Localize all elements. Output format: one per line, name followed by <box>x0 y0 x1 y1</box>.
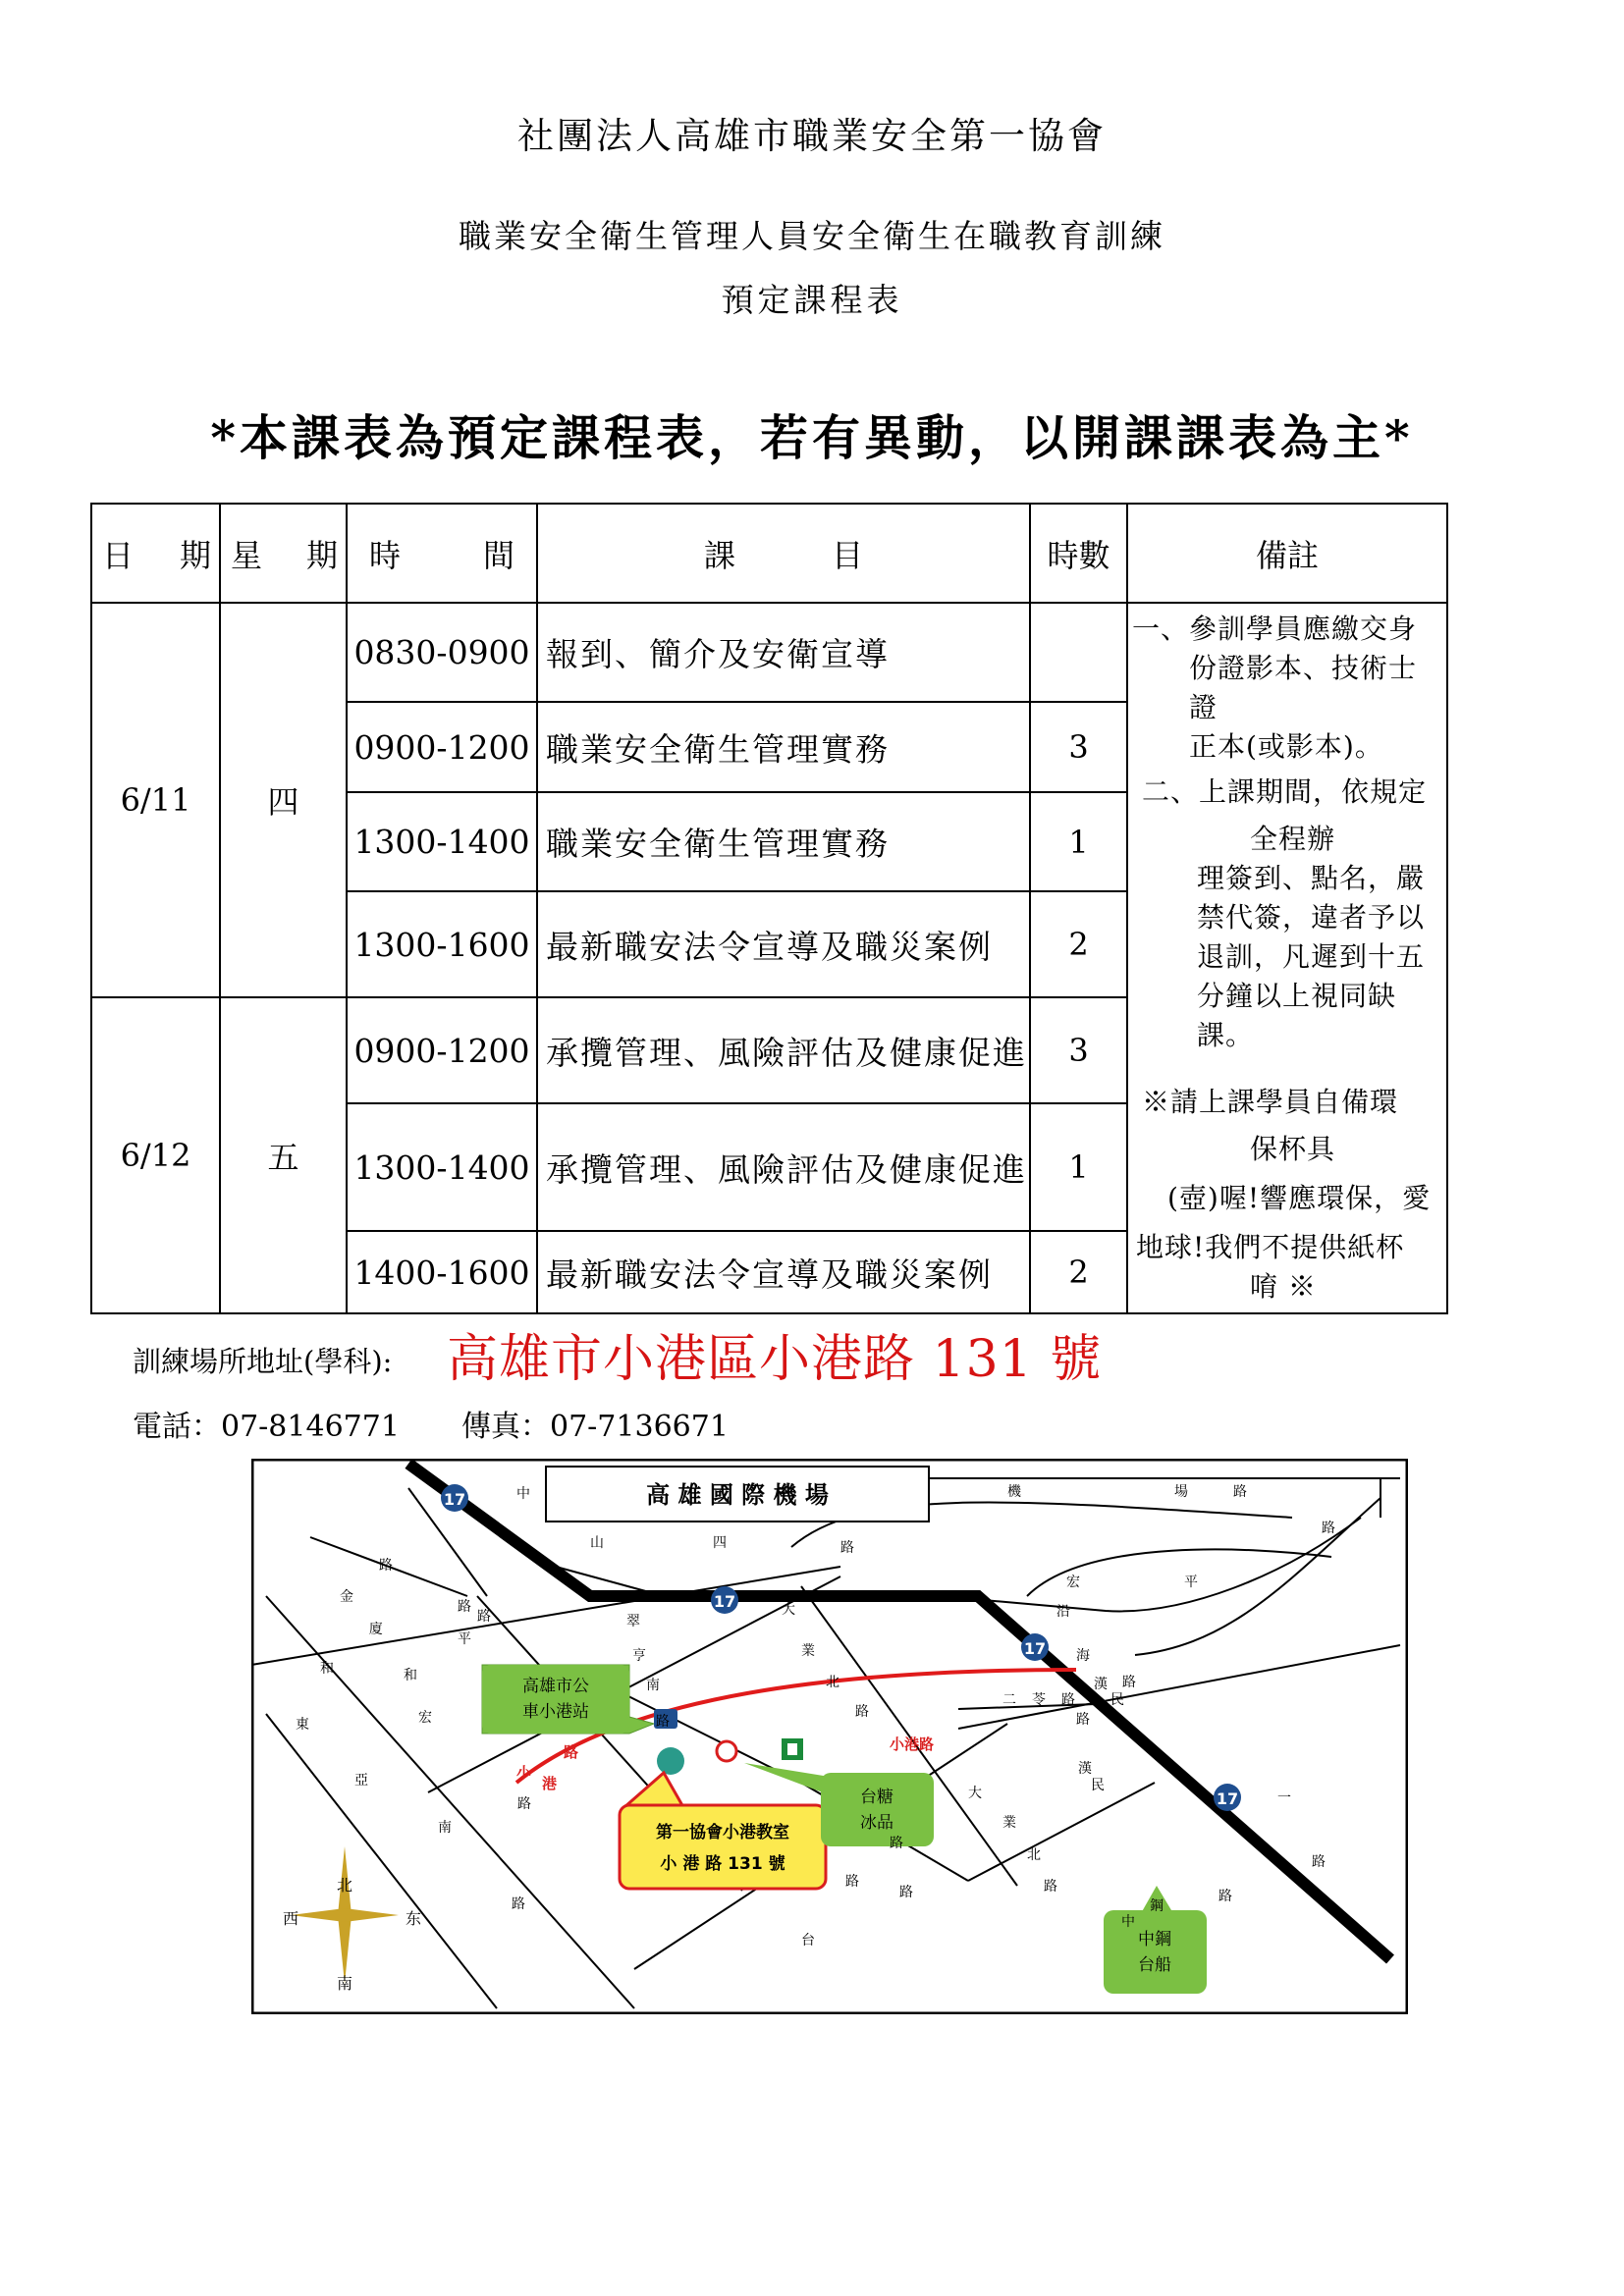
svg-text:冰品: 冰品 <box>860 1813 893 1833</box>
remark-cell <box>1127 603 1447 1313</box>
svg-text:第一協會小港教室: 第一協會小港教室 <box>656 1823 789 1842</box>
subject-cell: 承攬管理、風險評估及健康促進 <box>537 997 1030 1103</box>
table-row <box>91 603 1447 702</box>
schedule-table <box>90 503 1448 1314</box>
road-label: 亨 <box>632 1648 646 1664</box>
road-label: 路 <box>1233 1484 1247 1500</box>
table-header-row <box>91 504 1447 603</box>
schedule-notice: *本課表為預定課程表，若有異動，以開課課表為主* <box>210 409 1414 466</box>
highway-shield <box>711 1586 738 1614</box>
hours-cell: 2 <box>1030 891 1127 997</box>
road-label: 路 <box>1312 1854 1326 1870</box>
road-label: 南 <box>646 1678 660 1693</box>
road-label: 場 <box>1174 1484 1188 1500</box>
remark-line: 地球!我們不提供紙杯 <box>1136 1231 1405 1263</box>
remark-line: 課。 <box>1197 1019 1255 1051</box>
time-cell: 0830-0900 <box>347 603 537 702</box>
remark-line: 退訓，凡遲到十五 <box>1197 940 1426 973</box>
road-label: 民 <box>1110 1692 1124 1708</box>
road-label: 路 <box>1061 1692 1075 1708</box>
header-remark: 備註 <box>1127 504 1447 603</box>
road-label: 大 <box>968 1786 982 1801</box>
road-label: 和 <box>404 1668 417 1683</box>
svg-text:高雄市公: 高雄市公 <box>522 1677 589 1696</box>
organization-title: 社團法人高雄市職業安全第一協會 <box>517 115 1107 157</box>
road-label: 廈 <box>369 1622 383 1637</box>
road-label: 路 <box>890 1836 903 1851</box>
weekday-cell: 五 <box>220 997 347 1313</box>
road-label: 一 <box>1277 1790 1291 1806</box>
road-label: 鋼 <box>1150 1898 1164 1914</box>
svg-text:南: 南 <box>336 1974 353 1993</box>
remark-line: 全程辦 <box>1250 823 1336 855</box>
road-label: 業 <box>801 1643 815 1659</box>
road-label: 二 <box>1002 1692 1016 1708</box>
remark-line: 正本(或影本)。 <box>1189 730 1383 763</box>
road-label: 民 <box>1091 1778 1105 1793</box>
highway-shield <box>1021 1633 1049 1661</box>
subject-cell: 報到、簡介及安衛宣導 <box>537 603 1030 702</box>
road-label: 路 <box>564 1743 579 1761</box>
convenience-store-icon-inner <box>787 1743 797 1755</box>
road-label: 業 <box>1002 1815 1016 1831</box>
svg-text:台糖: 台糖 <box>860 1788 893 1807</box>
subject-cell: 最新職安法令宣導及職災案例 <box>537 891 1030 997</box>
road-label: 路 <box>477 1609 491 1625</box>
road-label: 山 <box>590 1535 604 1551</box>
remark-line: 一、參訓學員應繳交身 <box>1132 613 1418 645</box>
time-cell: 1400-1600 <box>347 1231 537 1313</box>
road-label: 大 <box>782 1602 795 1618</box>
highway-shield <box>441 1484 468 1512</box>
road-label: 平 <box>458 1631 471 1647</box>
road-label: 南 <box>438 1820 452 1836</box>
header-date: 日 期 <box>91 504 220 603</box>
svg-text:台船: 台船 <box>1138 1955 1171 1975</box>
time-cell: 1300-1400 <box>347 792 537 891</box>
road-label: 亞 <box>354 1773 368 1789</box>
time-cell: 1300-1400 <box>347 1103 537 1231</box>
svg-text:东: 东 <box>405 1909 422 1928</box>
hours-cell: 1 <box>1030 1103 1127 1231</box>
road-label: 翠 <box>626 1614 640 1629</box>
map-frame <box>252 1460 1407 2013</box>
road-label: 路 <box>899 1885 913 1900</box>
landmark-icon <box>717 1741 736 1761</box>
road-label: 金 <box>340 1589 353 1605</box>
remark-line: (壺)喔!響應環保，愛 <box>1167 1182 1432 1214</box>
date-cell: 6/12 <box>91 997 220 1313</box>
road-label: 路 <box>512 1896 525 1912</box>
svg-text:中鋼: 中鋼 <box>1138 1930 1171 1949</box>
svg-text:17: 17 <box>713 1592 736 1611</box>
remark-line: ※請上課學員自備環 <box>1142 1086 1399 1118</box>
road-label: 路 <box>1122 1675 1136 1690</box>
classroom-marker-icon <box>657 1747 684 1775</box>
svg-text:北: 北 <box>336 1876 353 1895</box>
subject-cell: 職業安全衛生管理實務 <box>537 792 1030 891</box>
bus-stop-callout <box>482 1665 654 1734</box>
road-label: 路 <box>855 1704 869 1720</box>
road-label: 海 <box>1076 1648 1090 1664</box>
subject-cell: 職業安全衛生管理實務 <box>537 702 1030 792</box>
svg-text:17: 17 <box>1216 1789 1239 1808</box>
road-label: 和 <box>320 1661 334 1677</box>
road-label: 路 <box>1218 1889 1232 1904</box>
road-label: 台 <box>801 1933 815 1949</box>
road-label: 港 <box>542 1775 558 1792</box>
remark-line: 唷 ※ <box>1250 1270 1317 1303</box>
time-cell: 0900-1200 <box>347 702 537 792</box>
time-cell: 0900-1200 <box>347 997 537 1103</box>
phone-number: 電話：07-8146771 <box>133 1410 400 1444</box>
svg-text:小 港 路 131 號: 小 港 路 131 號 <box>660 1854 785 1874</box>
date-cell: 6/11 <box>91 603 220 997</box>
road-label: 北 <box>1027 1847 1041 1863</box>
road-label: 路 <box>1076 1712 1090 1728</box>
road-label: 路 <box>840 1540 854 1556</box>
svg-text:17: 17 <box>443 1490 466 1509</box>
time-cell: 1300-1600 <box>347 891 537 997</box>
road-label: 苓 <box>1032 1692 1046 1708</box>
remark-line: 分鐘以上視同缺 <box>1197 980 1397 1012</box>
road-label: 宏 <box>1066 1575 1080 1590</box>
road-label: 路 <box>1322 1521 1335 1536</box>
road-label: 路 <box>379 1558 393 1574</box>
location-map <box>251 1459 1408 2014</box>
airport-label: 高 雄 國 際 機 場 <box>646 1481 829 1509</box>
hours-cell: 2 <box>1030 1231 1127 1313</box>
remark-line: 二、上課期間，依規定 <box>1142 775 1428 808</box>
header-hours: 時數 <box>1030 504 1127 603</box>
road-label: 四 <box>713 1535 727 1551</box>
road-label: 宏 <box>418 1710 432 1726</box>
remark-line: 保杯具 <box>1250 1133 1336 1165</box>
road-label: 北 <box>826 1675 839 1690</box>
road-label: 路 <box>1044 1879 1057 1895</box>
road-label: 沿 <box>1056 1604 1070 1620</box>
schedule-title: 預定課程表 <box>721 281 903 319</box>
road-label: 路 <box>845 1874 859 1890</box>
address-value: 高雄市小港區小港路 131 號 <box>447 1330 1103 1389</box>
road-label: 漢 <box>1078 1761 1092 1777</box>
address-label: 訓練場所地址(學科): <box>133 1345 393 1378</box>
road-label: 漢 <box>1094 1677 1108 1692</box>
hours-cell: 3 <box>1030 702 1127 792</box>
road-label: 東 <box>296 1717 309 1733</box>
road-label: 機 <box>1007 1484 1021 1500</box>
remark-line: 份證影本、技術士證 <box>1189 652 1418 723</box>
svg-text:車小港站: 車小港站 <box>522 1702 589 1722</box>
road-label: 中 <box>1121 1914 1135 1930</box>
header-weekday: 星 期 <box>220 504 347 603</box>
header-subject: 課 目 <box>537 504 1030 603</box>
svg-text:17: 17 <box>1023 1639 1047 1658</box>
fax-number: 傳真：07-7136671 <box>461 1410 729 1444</box>
road-label: 平 <box>1184 1575 1198 1590</box>
weekday-cell: 四 <box>220 603 347 997</box>
road-label: 路 <box>458 1599 471 1615</box>
road-label: 小港路 <box>890 1735 935 1753</box>
highway-shield <box>1214 1784 1241 1811</box>
course-title: 職業安全衛生管理人員安全衛生在職教育訓練 <box>459 217 1165 255</box>
subject-cell: 承攬管理、風險評估及健康促進 <box>537 1103 1030 1231</box>
svg-text:西: 西 <box>282 1909 299 1928</box>
hours-cell <box>1030 603 1127 702</box>
header-time: 時 間 <box>347 504 537 603</box>
road-label: 小 <box>516 1764 532 1782</box>
remark-line: 理簽到、點名，嚴 <box>1197 862 1426 894</box>
road-label: 中 <box>516 1486 530 1502</box>
road-label: 路 <box>517 1796 531 1812</box>
hours-cell: 1 <box>1030 792 1127 891</box>
subject-cell: 最新職安法令宣導及職災案例 <box>537 1231 1030 1313</box>
hours-cell: 3 <box>1030 997 1127 1103</box>
road-label: 路 <box>656 1714 670 1730</box>
remark-line: 禁代簽，違者予以 <box>1197 901 1426 934</box>
